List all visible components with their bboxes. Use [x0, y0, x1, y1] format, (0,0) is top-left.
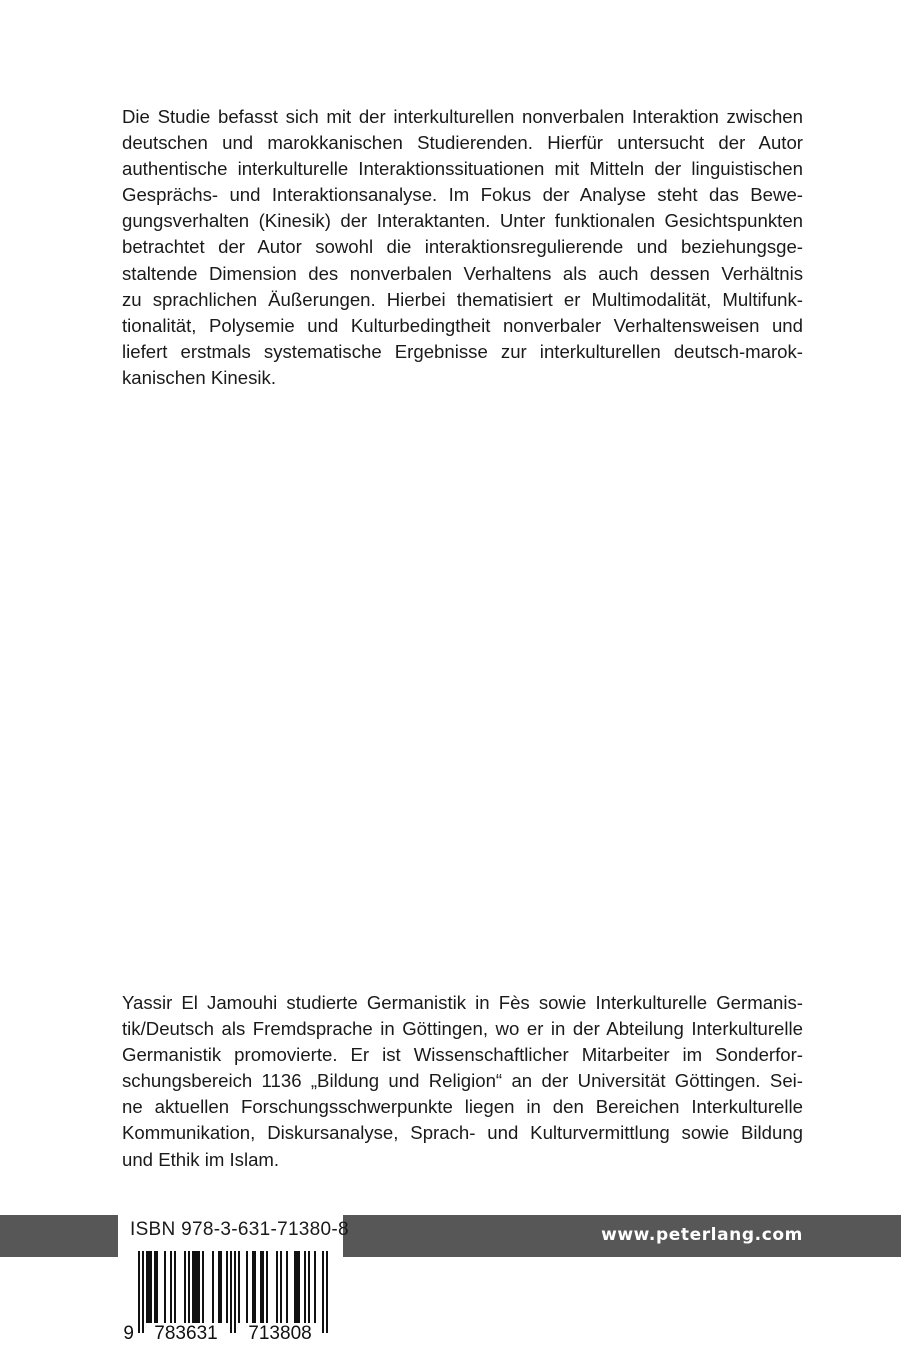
barcode-bar — [154, 1251, 156, 1323]
abstract-line: Gesprächs- und Interaktionsanalyse. Im Fokus der Analyse steht das Bewe- — [122, 184, 803, 206]
barcode-bar — [322, 1251, 324, 1333]
barcode-bar — [196, 1251, 198, 1323]
abstract-line: staltende Dimension des nonverbalen Verhaltens als auch dessen Verhältnis — [122, 262, 803, 284]
barcode-bar — [280, 1251, 282, 1323]
abstract-line: gungsverhalten (Kinesik) der Interaktanten. Unter funktionalen Gesichtspunkten — [122, 210, 803, 232]
barcode-bar — [238, 1251, 240, 1323]
barcode-bar — [212, 1251, 214, 1323]
bio-line: ne aktuellen Forschungsschwerpunkte liegen in den Bereichen Interkulturelle — [122, 1096, 803, 1118]
bio-line: Kommunikation, Diskursanalyse, Sprach- und Kulturvermittlung sowie Bildung — [122, 1122, 803, 1144]
barcode-bar — [326, 1251, 328, 1333]
barcode-bar — [252, 1251, 254, 1323]
barcode-bar — [170, 1251, 172, 1323]
bio-line: Germanistik promovierte. Er ist Wissenschaftlicher Mitarbeiter im Sonderfor- — [122, 1044, 803, 1066]
barcode-bar — [260, 1251, 262, 1323]
barcode-bar — [146, 1251, 148, 1323]
bio-line: schungsbereich 1136 „Bildung und Religion“ an der Universität Göttingen. Sei- — [122, 1070, 803, 1092]
publisher-website[interactable]: www.peterlang.com — [601, 1225, 803, 1245]
barcode-bar — [138, 1251, 140, 1333]
barcode-bar — [142, 1251, 144, 1333]
abstract-line: liefert erstmals systematische Ergebnisse zur interkulturellen deutsch-marok- — [122, 340, 803, 362]
footer-band-left — [0, 1215, 118, 1257]
barcode-bar — [298, 1251, 300, 1323]
isbn-number: ISBN 978-3-631-71380-8 — [130, 1219, 349, 1240]
barcode-bar — [296, 1251, 298, 1323]
barcode-bar — [234, 1251, 236, 1333]
barcode-bar — [226, 1251, 228, 1323]
barcode-bar — [188, 1251, 190, 1323]
barcode-bar — [194, 1251, 196, 1323]
barcode-graphic — [118, 1215, 343, 1345]
abstract-line: kanischen Kinesik. — [122, 366, 276, 388]
barcode-bar — [304, 1251, 306, 1323]
barcode-bar — [314, 1251, 316, 1323]
barcode-bar — [198, 1251, 200, 1323]
bio-line: und Ethik im Islam. — [122, 1148, 280, 1170]
abstract-line: authentische interkulturelle Interaktionssituationen mit Mitteln der linguistischen — [122, 158, 803, 180]
isbn-barcode — [118, 1215, 349, 1345]
barcode-bar — [294, 1251, 296, 1323]
abstract-line: deutschen und marokkanischen Studierenden. Hierfür untersucht der Autor — [122, 132, 803, 154]
barcode-bar — [286, 1251, 288, 1323]
barcode-bar — [276, 1251, 278, 1323]
barcode-bar — [246, 1251, 248, 1323]
barcode-bar — [150, 1251, 152, 1323]
barcode-bar — [254, 1251, 256, 1323]
barcode-bar — [230, 1251, 232, 1333]
barcode-bar — [218, 1251, 220, 1323]
abstract-line: Die Studie befasst sich mit der interkulturellen nonverbalen Interaktion zwischen — [122, 106, 803, 127]
bio-line: Yassir El Jamouhi studierte Germanistik in Fès sowie Interkulturelle Germanis- — [122, 992, 803, 1013]
barcode-bar — [164, 1251, 166, 1323]
barcode-digits: 713808 — [248, 1323, 312, 1344]
barcode-bar — [220, 1251, 222, 1323]
abstract-paragraph — [122, 104, 803, 391]
barcode-bar — [262, 1251, 264, 1323]
barcode-digits: 783631 — [154, 1323, 218, 1344]
footer-band-right — [343, 1215, 901, 1257]
barcode-bar — [174, 1251, 176, 1323]
abstract-line: betrachtet der Autor sowohl die interaktionsregulierende und beziehungsge- — [122, 236, 803, 258]
barcode-bar — [148, 1251, 150, 1323]
barcode-bar — [308, 1251, 310, 1323]
abstract-line: zu sprachlichen Äußerungen. Hierbei thematisiert er Multimodalität, Multifunk- — [122, 288, 803, 310]
abstract-line: tionalität, Polysemie und Kulturbedingtheit nonverbaler Verhaltensweisen und — [122, 314, 803, 336]
bio-line: tik/Deutsch als Fremdsprache in Göttingen, wo er in der Abteilung Interkulturelle — [122, 1018, 803, 1040]
barcode-bar — [156, 1251, 158, 1323]
barcode-bar — [192, 1251, 194, 1323]
author-bio-paragraph — [122, 990, 803, 1173]
barcode-bar — [202, 1251, 204, 1323]
barcode-digits: 9 — [123, 1323, 134, 1344]
barcode-bar — [266, 1251, 268, 1323]
barcode-bar — [184, 1251, 186, 1323]
